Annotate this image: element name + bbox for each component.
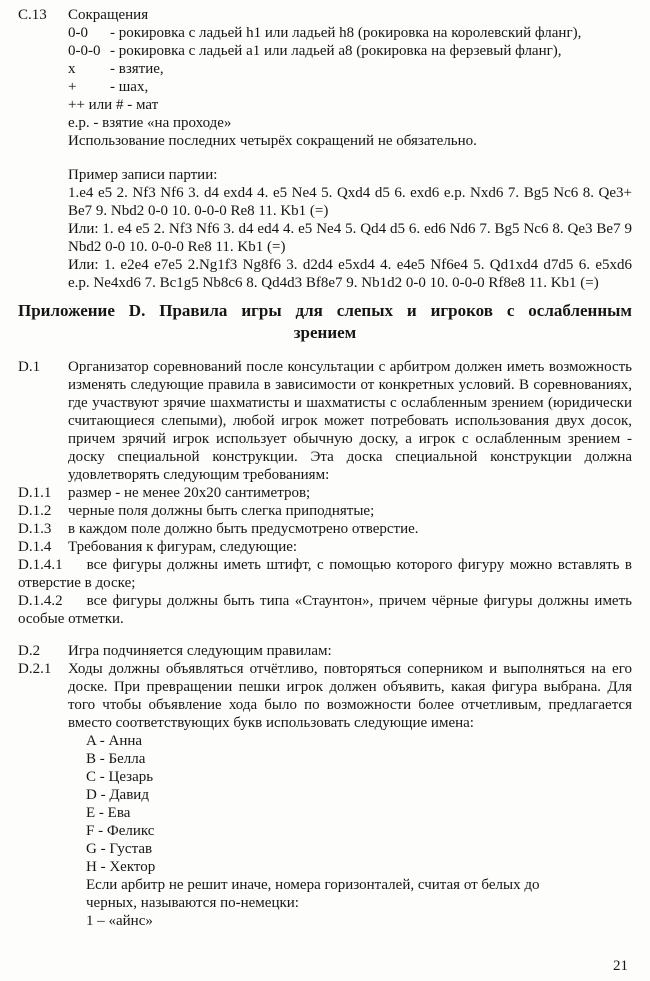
rank-note-line: Если арбитр не решит иначе, номера горизонталей, считая от белых до: [86, 877, 540, 893]
clause-d1-4-1: [18, 556, 632, 592]
clause-text: все фигуры должны иметь штифт, с помощью которого фигуру можно вставлять в отверстие в доске;: [18, 557, 632, 591]
abbr-term: 0-0-0: [68, 43, 101, 59]
clause-label: D.1.4: [18, 539, 52, 555]
clause-d2-1: [18, 660, 632, 930]
clause-d1-4-2: [18, 592, 632, 628]
appendix-d-heading-line1: Приложение D. Правила игры для слепых и игроков с ослабленным: [18, 301, 632, 320]
piece-name-item: F - Феликс: [86, 823, 155, 839]
clause-text: Организатор соревнований после консультации с арбитром должен иметь возможность изменять следующие правила в зависимости от конкретных условий. В соревнованиях, где участвуют зрячие шахматисты и шахматисты с ослабленным зрением (юридически считающиеся слепыми), любой игрок может потребовать использования двух досок, причем зрячий игрок использует обычную доску, а игрок с ослабленным зрением - доску специальной конструкции. Эта доска специальной конструкции должна удовлетворять следующим требованиям:: [68, 359, 632, 483]
abbreviation-row: [68, 42, 632, 60]
abbr-term: 0-0: [68, 25, 88, 41]
clause-d1: [18, 358, 632, 484]
clause-label: D.1.3: [18, 521, 52, 537]
clause-text: размер - не менее 20x20 сантиметров;: [68, 485, 311, 501]
clause-text: все фигуры должны быть типа «Стаунтон», причем чёрные фигуры должны иметь особые отметки.: [18, 593, 632, 627]
clause-label: D.1.1: [18, 485, 52, 501]
example-intro: Пример записи партии:: [68, 167, 218, 183]
clause-label: D.2: [18, 643, 41, 659]
section-c13-content: [68, 6, 632, 150]
section-c13: [18, 6, 632, 150]
clause-text: Ходы должны объявляться отчётливо, повторяться соперником и выполняться на его доске. При превращении пешки игрок должен объявить, какая фигура выбрана. Для того чтобы объявление хода было по возможности более отчетливым, предлагается вместо соответствующих букв использовать следующие имена:: [68, 661, 632, 731]
section-gap: [18, 628, 632, 642]
clause-label: D.1.4.1: [18, 557, 63, 573]
abbreviation-row: [68, 78, 632, 96]
abbr-definition: - шах,: [110, 79, 149, 95]
appendix-d-heading: [18, 300, 632, 344]
rank-note-line: черных, называются по-немецки:: [86, 895, 299, 911]
notation-example: [68, 166, 632, 292]
abbreviation-row: [68, 24, 632, 42]
clause-d2-1-content: [68, 660, 632, 930]
clause-d1-4: [18, 538, 632, 556]
clause-d1-1: [18, 484, 632, 502]
clause-label: D.1: [18, 359, 41, 375]
game-notation-3: Или: 1. e2e4 e7e5 2.Ng1f3 Ng8f6 3. d2d4 e5xd4 4. e4e5 Nf6e4 5. Qd1xd4 d7d5 6. e5xd6 e.p. Ne4xd6 7. Bc1g5 Nb8c6 8. Qd4d3 Bf8e7 9. Nb1d2 0-0 10. 0-0-0 Rf8e8 11. Kb1 (=): [68, 257, 632, 291]
piece-name-item: D - Давид: [86, 787, 149, 803]
clause-d1-2: [18, 502, 632, 520]
abbr-ep-line: e.p. - взятие «на проходе»: [68, 115, 232, 131]
appendix-d-heading-line2: зрением: [293, 323, 357, 342]
page-number: 21: [613, 958, 628, 974]
clause-label: D.2.1: [18, 661, 52, 677]
piece-name-item: H - Хектор: [86, 859, 156, 875]
abbreviation-row: [68, 60, 632, 78]
clause-d2: [18, 642, 632, 660]
game-notation-1: 1.e4 e5 2. Nf3 Nf6 3. d4 exd4 4. e5 Ne4 5. Qxd4 d5 6. exd6 e.p. Nxd6 7. Bg5 Nc6 8. Qe3+ Be7 9. Nbd2 0-0 10. 0-0-0 Re8 11. Kb1 (=): [68, 185, 632, 219]
piece-name-item: G - Густав: [86, 841, 153, 857]
clause-label: D.1.4.2: [18, 593, 63, 609]
piece-name-item: E - Ева: [86, 805, 131, 821]
game-notation-2: Или: 1. e4 e5 2. Nf3 Nf6 3. d4 ed4 4. e5 Ne4 5. Qd4 d5 6. ed6 Nd6 7. Bg5 Nc6 8. Qe3 Be7 9 Nbd2 0-0 10. 0-0-0 Re8 11. Kb1 (=): [68, 221, 632, 255]
clause-d1-3: [18, 520, 632, 538]
abbr-definition: - взятие,: [110, 61, 164, 77]
clause-text: Требования к фигурам, следующие:: [68, 539, 298, 555]
rank-name-line: 1 – «айнс»: [86, 913, 153, 929]
abbr-mate-line: ++ или # - мат: [68, 97, 159, 113]
abbr-definition: - рокировка с ладьей a1 или ладьей a8 (рокировка на ферзевый фланг),: [110, 43, 562, 59]
abbr-term: +: [68, 79, 77, 95]
clause-label: D.1.2: [18, 503, 52, 519]
abbr-term: x: [68, 61, 76, 77]
clause-text: черные поля должны быть слегка приподнятые;: [68, 503, 375, 519]
clause-label-c13: C.13: [18, 7, 47, 23]
abbr-usage-note: Использование последних четырёх сокращений не обязательно.: [68, 133, 477, 149]
section-c13-title: Сокращения: [68, 7, 149, 23]
clause-text: в каждом поле должно быть предусмотрено отверстие.: [68, 521, 419, 537]
piece-name-item: A - Анна: [86, 733, 143, 749]
piece-name-item: C - Цезарь: [86, 769, 154, 785]
clause-text: Игра подчиняется следующим правилам:: [68, 643, 332, 659]
piece-name-item: B - Белла: [86, 751, 146, 767]
abbr-definition: - рокировка с ладьей h1 или ладьей h8 (рокировка на королевский фланг),: [110, 25, 582, 41]
piece-names-list: [86, 732, 632, 930]
